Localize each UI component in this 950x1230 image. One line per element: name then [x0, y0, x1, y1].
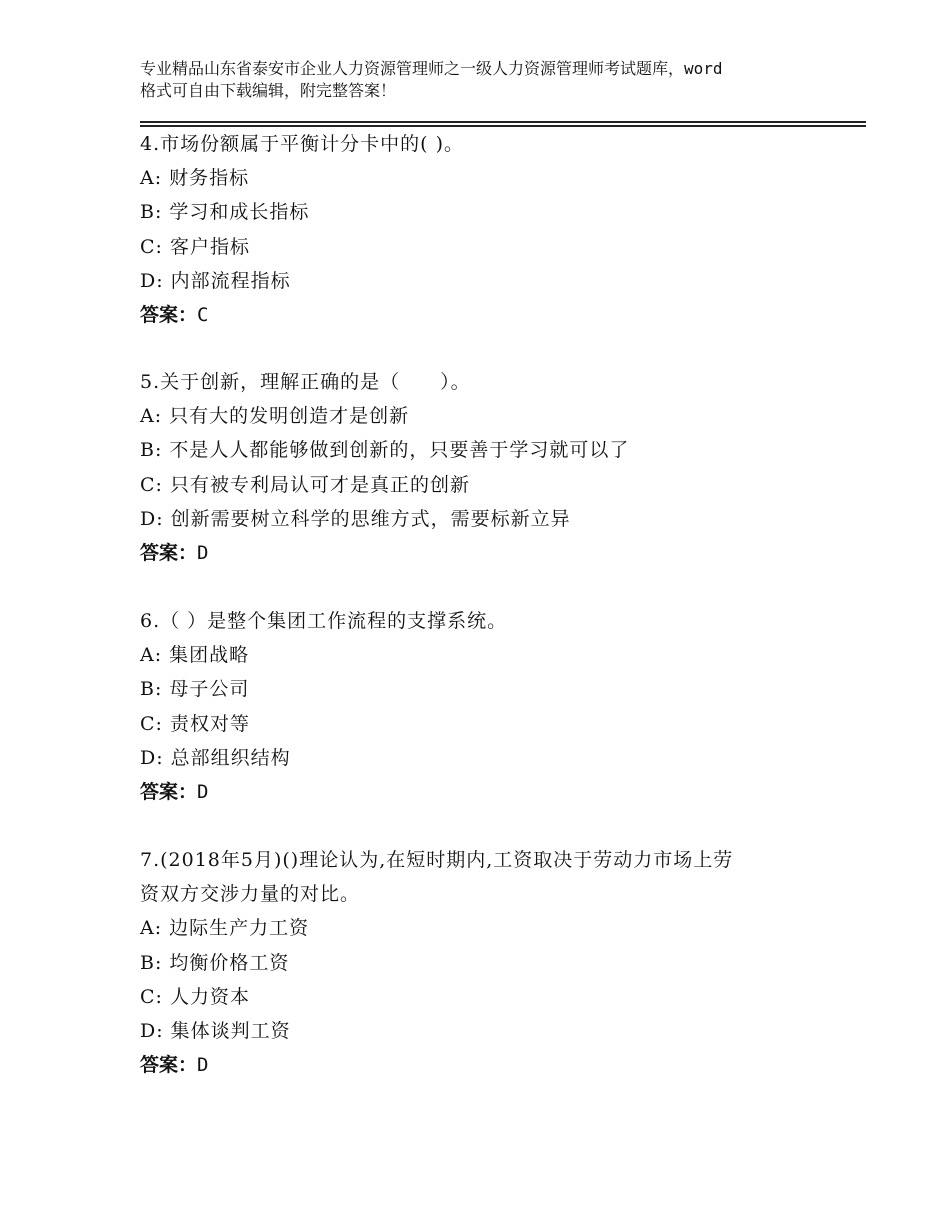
header-line-1: 专业精品山东省泰安市企业人力资源管理师之一级人力资源管理师考试题库，word: [140, 59, 723, 78]
option-d: D: 内部流程指标: [140, 269, 291, 292]
answer-value: D: [197, 781, 209, 804]
question-6: [140, 604, 840, 809]
question-stem-line-1: 7.(2018年5月)()理论认为,在短时期内,工资取决于劳动力市场上劳: [140, 849, 734, 871]
answer-label: 答案：: [140, 542, 198, 565]
answer-line: [140, 536, 840, 570]
option-d: D: 创新需要树立科学的思维方式，需要标新立异: [140, 507, 571, 530]
answer-value: D: [197, 542, 209, 565]
option-a: A: 集团战略: [140, 644, 250, 667]
option-c: C: 人力资本: [140, 985, 250, 1008]
question-7: [140, 843, 840, 1082]
question-stem: 5.关于创新，理解正确的是（ ）。: [140, 371, 471, 393]
option-a: A: 财务指标: [140, 167, 250, 190]
option-d: D: 集体谈判工资: [140, 1020, 291, 1043]
option-d: D: 总部组织结构: [140, 746, 291, 769]
option-b: B: 均衡价格工资: [140, 951, 290, 974]
question-stem: 4.市场份额属于平衡计分卡中的( )。: [140, 133, 464, 155]
answer-line: [140, 298, 840, 332]
answer-label: 答案：: [140, 304, 198, 327]
question-4: [140, 127, 840, 332]
option-c: C: 只有被专利局认可才是真正的创新: [140, 473, 470, 496]
answer-value: C: [197, 304, 209, 327]
question-5: [140, 365, 840, 570]
document-header: [140, 58, 830, 102]
answer-line: [140, 1048, 840, 1082]
answer-value: D: [197, 1054, 209, 1077]
option-c: C: 客户指标: [140, 235, 250, 258]
question-stem-line-2: 资双方交涉力量的对比。: [140, 883, 361, 906]
answer-label: 答案：: [140, 1054, 198, 1077]
option-b: B: 不是人人都能够做到创新的，只要善于学习就可以了: [140, 439, 630, 462]
question-stem: 6.（ ）是整个集团工作流程的支撑系统。: [140, 610, 508, 632]
header-divider-top: [140, 121, 866, 123]
option-b: B: 母子公司: [140, 678, 250, 701]
answer-line: [140, 775, 840, 809]
answer-label: 答案：: [140, 781, 198, 804]
option-a: A: 边际生产力工资: [140, 917, 310, 940]
option-a: A: 只有大的发明创造才是创新: [140, 405, 410, 428]
option-b: B: 学习和成长指标: [140, 201, 310, 224]
header-line-2: 格式可自由下载编辑，附完整答案！: [140, 81, 397, 100]
option-c: C: 责权对等: [140, 712, 250, 735]
